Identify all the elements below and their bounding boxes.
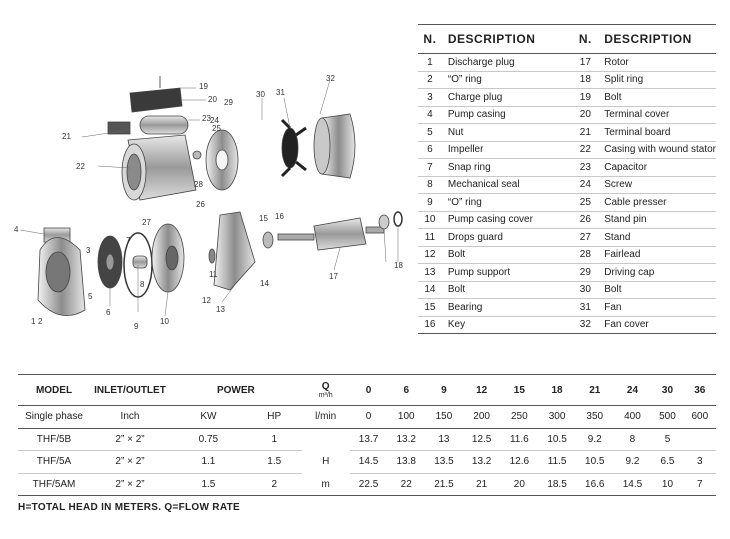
part-description: “O” ring [442,71,573,89]
model-inlet: 2” × 2” [90,428,170,451]
head-value: 13.2 [387,428,425,451]
model-hp: 2 [247,473,302,496]
part-description: Driving cap [598,264,716,282]
header-model: MODEL [18,375,90,406]
header-flow: 30 [651,375,683,406]
drawing-label-30: 30 [256,90,265,99]
drawing-label-3: 3 [86,246,91,255]
unit-flow: 200 [463,406,501,429]
head-unit-cell: H [322,456,330,468]
drawing-label-16: 16 [275,212,284,221]
part-number: 16 [418,316,442,334]
head-value: 20 [501,473,539,496]
unit-flow: 150 [425,406,463,429]
drawing-label-20: 20 [208,95,217,104]
parts-table-row [418,281,716,299]
head-unit-cell [302,428,350,451]
part-number: 6 [418,141,442,159]
part-description: Discharge plug [442,54,573,72]
part-number: 31 [572,299,598,317]
capacitor-shape [140,116,188,134]
part-number: 2 [418,71,442,89]
part-number: 1 [418,54,442,72]
part-description: Fairlead [598,246,716,264]
drawing-label-19: 19 [199,82,208,91]
unit-flow: 250 [501,406,539,429]
part-description: Pump support [442,264,573,282]
unit-flow: 100 [387,406,425,429]
head-value [684,428,716,451]
part-number: 22 [572,141,598,159]
parts-table-row [418,211,716,229]
part-description: Fan cover [598,316,716,334]
header-description-left: DESCRIPTION [442,25,573,54]
header-flow: 9 [425,375,463,406]
head-value: 11.6 [501,428,539,451]
drawing-label-22: 22 [76,162,85,171]
part-number: 13 [418,264,442,282]
head-value: 13 [425,428,463,451]
unit-flow: 500 [651,406,683,429]
pump-casing-shape [38,228,85,316]
model-row [18,428,716,451]
header-n-right: N. [572,25,598,54]
part-number: 17 [572,54,598,72]
part-description: Key [442,316,573,334]
drawing-label-1: 1 [31,317,36,326]
drawing-label-17: 17 [329,272,338,281]
unit-model: Single phase [18,406,90,429]
part-number: 5 [418,124,442,142]
part-number: 27 [572,229,598,247]
part-description: Cable presser [598,194,716,212]
drawing-label-7: 7 [126,236,131,245]
part-number: 32 [572,316,598,334]
fan-shape [282,120,306,176]
header-flow: 21 [576,375,614,406]
unit-flow: 600 [684,406,716,429]
header-flow: 0 [350,375,388,406]
parts-table-row [418,316,716,334]
drawing-label-10: 10 [160,317,169,326]
parts-table-row [418,299,716,317]
head-value: 13.5 [425,451,463,474]
head-value: 3 [684,451,716,474]
part-number: 15 [418,299,442,317]
drawing-label-5: 5 [88,292,93,301]
header-q [302,375,350,406]
drawing-label-18: 18 [394,261,403,270]
head-value: 22.5 [350,473,388,496]
head-value: 8 [614,428,652,451]
part-description: Split ring [598,71,716,89]
part-number: 28 [572,246,598,264]
header-flow: 6 [387,375,425,406]
drawing-label-2: 2 [38,317,43,326]
performance-table [18,374,716,496]
terminal-cover-shape [130,88,182,112]
parts-table-row [418,71,716,89]
footnote: H=TOTAL HEAD IN METERS. Q=FLOW RATE [18,502,240,513]
head-value: 12.5 [463,428,501,451]
unit-hp: HP [247,406,302,429]
header-q-label: Q [321,381,330,392]
unit-flow: 300 [538,406,576,429]
header-description-right: DESCRIPTION [598,25,716,54]
drawing-label-29: 29 [224,98,233,107]
drawing-label-31: 31 [276,88,285,97]
head-value: 12.6 [501,451,539,474]
head-value: 7 [684,473,716,496]
header-inlet-outlet: INLET/OUTLET [90,375,170,406]
part-number: 26 [572,211,598,229]
part-description: Stand [598,229,716,247]
parts-table-body [418,54,716,334]
drawing-label-11: 11 [209,270,218,279]
part-description: Bolt [442,281,573,299]
part-number: 19 [572,89,598,107]
part-number: 29 [572,264,598,282]
part-description: Impeller [442,141,573,159]
parts-description-table [418,24,716,334]
model-name: THF/5B [18,428,90,451]
part-description: Charge plug [442,89,573,107]
part-number: 10 [418,211,442,229]
part-number: 23 [572,159,598,177]
model-name: THF/5AM [18,473,90,496]
head-value: 9.2 [576,428,614,451]
part-description: Bolt [442,246,573,264]
head-value: 14.5 [614,473,652,496]
part-description: Pump casing [442,106,573,124]
drawing-label-8: 8 [140,280,145,289]
model-inlet: 2” × 2” [90,473,170,496]
head-value: 13.2 [463,451,501,474]
rotor-shape [278,218,384,250]
part-description: Fan [598,299,716,317]
parts-table-row [418,124,716,142]
model-kw: 0.75 [170,428,247,451]
pump-exploded-svg [0,60,410,350]
header-flow: 36 [684,375,716,406]
model-hp: 1.5 [247,451,302,474]
header-flow: 12 [463,375,501,406]
drawing-label-32: 32 [326,74,335,83]
drawing-label-26: 26 [196,200,205,209]
head-value: 13.8 [387,451,425,474]
part-number: 25 [572,194,598,212]
drawing-label-15: 15 [259,214,268,223]
header-power: POWER [170,375,302,406]
drawing-label-21: 21 [62,132,71,141]
head-value: 9.2 [614,451,652,474]
drawing-label-23: 23 [202,114,211,123]
parts-table-row [418,54,716,72]
unit-row [18,406,716,429]
head-value: 10.5 [538,428,576,451]
part-number: 20 [572,106,598,124]
part-description: Drops guard [442,229,573,247]
drawing-label-12: 12 [202,296,211,305]
unit-q: l/min [302,406,350,429]
model-row [18,451,716,474]
unit-flow: 0 [350,406,388,429]
performance-header-row [18,375,716,406]
part-number: 18 [572,71,598,89]
parts-table-row [418,89,716,107]
parts-table-row [418,229,716,247]
drawing-label-14: 14 [260,279,269,288]
pump-support-shape [214,212,255,290]
parts-table-header [418,25,716,54]
head-value: 10 [651,473,683,496]
head-value: 10.5 [576,451,614,474]
part-number: 4 [418,106,442,124]
part-description: Bolt [598,89,716,107]
part-number: 11 [418,229,442,247]
parts-table-row [418,176,716,194]
head-value: 21 [463,473,501,496]
head-value: 18.5 [538,473,576,496]
drawing-label-6: 6 [106,308,111,317]
drawing-label-4: 4 [14,225,19,234]
part-number: 12 [418,246,442,264]
drawing-label-28: 28 [194,180,203,189]
model-kw: 1.1 [170,451,247,474]
head-value: 14.5 [350,451,388,474]
unit-inlet: Inch [90,406,170,429]
drawing-label-24: 24 [210,116,219,125]
part-number: 24 [572,176,598,194]
part-description: Snap ring [442,159,573,177]
unit-flow: 400 [614,406,652,429]
part-description: Casing with wound stator [598,141,716,159]
part-number: 30 [572,281,598,299]
part-description: Screw [598,176,716,194]
header-flow: 18 [538,375,576,406]
head-value: 16.6 [576,473,614,496]
part-number: 3 [418,89,442,107]
header-flow: 15 [501,375,539,406]
part-description: Bolt [598,281,716,299]
terminal-board-shape [108,122,130,134]
header-flow: 24 [614,375,652,406]
part-description: Capacitor [598,159,716,177]
unit-flow: 350 [576,406,614,429]
header-n-left: N. [418,25,442,54]
parts-table-row [418,194,716,212]
part-number: 8 [418,176,442,194]
head-value: 11.5 [538,451,576,474]
part-description: “O” ring [442,194,573,212]
part-description: Rotor [598,54,716,72]
head-value: 5 [651,428,683,451]
model-inlet: 2” × 2” [90,451,170,474]
part-description: Stand pin [598,211,716,229]
parts-table-row [418,141,716,159]
parts-table-row [418,106,716,124]
part-description: Pump casing cover [442,211,573,229]
head-value: 21.5 [425,473,463,496]
unit-kw: KW [170,406,247,429]
part-description: Mechanical seal [442,176,573,194]
drawing-label-27: 27 [142,218,151,227]
drawing-label-25: 25 [212,124,221,133]
part-number: 9 [418,194,442,212]
exploded-view-drawing [0,60,410,350]
part-description: Terminal cover [598,106,716,124]
head-value: 6.5 [651,451,683,474]
drawing-label-9: 9 [134,322,139,331]
model-kw: 1.5 [170,473,247,496]
head-value: 13.7 [350,428,388,451]
parts-table-row [418,159,716,177]
part-number: 21 [572,124,598,142]
drawing-label-13: 13 [216,305,225,314]
part-description: Nut [442,124,573,142]
parts-table-row [418,264,716,282]
head-unit-cell: m [302,473,350,496]
header-q-unit: m³/h [318,392,333,399]
parts-table-row [418,246,716,264]
part-number: 14 [418,281,442,299]
part-number: 7 [418,159,442,177]
part-description: Terminal board [598,124,716,142]
performance-model-rows [18,428,716,496]
head-value: 22 [387,473,425,496]
part-description: Bearing [442,299,573,317]
model-row [18,473,716,496]
model-hp: 1 [247,428,302,451]
model-name: THF/5A [18,451,90,474]
